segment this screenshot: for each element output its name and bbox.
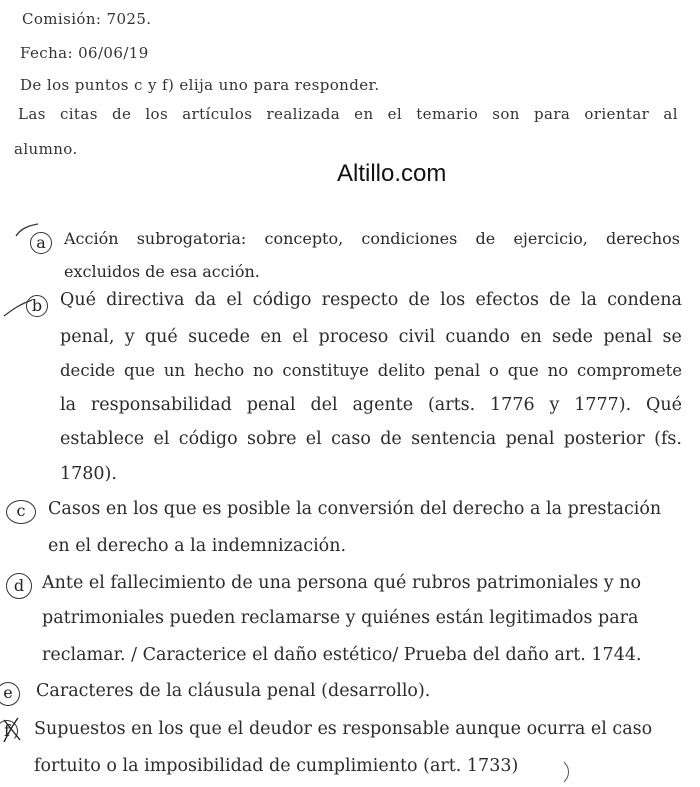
item-c-line-2: en el derecho a la indemnización.	[48, 536, 347, 556]
item-b-line-1: Qué directiva da el código respecto de los efectos de la condena	[60, 290, 682, 310]
item-b-line-4: la responsabilidad penal del agente (arts. 1776 y 1777). Qué	[60, 395, 682, 415]
item-e-marker: e	[0, 682, 20, 706]
item-b-line-5: establece el código sobre el caso de sentencia penal posterior (fs.	[60, 429, 682, 449]
pen-cross-f-icon	[0, 714, 30, 744]
item-f-line-2: fortuito o la imposibilidad de cumplimiento (art. 1733)	[34, 756, 519, 776]
item-c-marker: c	[6, 500, 36, 524]
item-c-line-1: Casos en los que es posible la conversión del derecho a la prestación	[48, 499, 662, 519]
item-a-line-2: excluidos de esa acción.	[64, 262, 260, 281]
item-f-marker: f	[0, 720, 18, 742]
commission-line: Comisión: 7025.	[22, 10, 152, 28]
date-line: Fecha: 06/06/19	[20, 44, 149, 62]
item-b-line-6: 1780).	[60, 464, 117, 484]
pen-paren-icon	[562, 760, 572, 784]
note-line-2: alumno.	[14, 140, 78, 158]
item-b-line-3: decide que un hecho no constituye delito penal o que no compromete	[60, 361, 682, 380]
item-d-line-1: Ante el fallecimiento de una persona qué rubros patrimoniales y no	[42, 573, 642, 593]
item-a-line-1: Acción subrogatoria: concepto, condiciones de ejercicio, derechos	[64, 229, 680, 248]
item-b-line-2: penal, y qué sucede en el proceso civil cuando en sede penal se	[60, 327, 682, 347]
item-b-marker: b	[26, 295, 48, 317]
item-e-line-1: Caracteres de la cláusula penal (desarrollo).	[36, 681, 431, 701]
item-d-line-2: patrimoniales pueden reclamarse y quiénes están legitimados para	[42, 608, 639, 628]
item-f-line-1: Supuestos en los que el deudor es responsable aunque ocurra el caso	[34, 719, 653, 739]
watermark: Altillo.com	[337, 160, 447, 187]
instruction-line: De los puntos c y f) elija uno para responder.	[20, 76, 380, 94]
note-line-1: Las citas de los artículos realizada en el temario son para orientar al	[18, 105, 678, 123]
item-d-line-3: reclamar. / Caracterice el daño estético/ Prueba del daño art. 1744.	[42, 645, 642, 665]
item-a-marker: a	[30, 232, 52, 254]
item-d-marker: d	[6, 573, 32, 599]
